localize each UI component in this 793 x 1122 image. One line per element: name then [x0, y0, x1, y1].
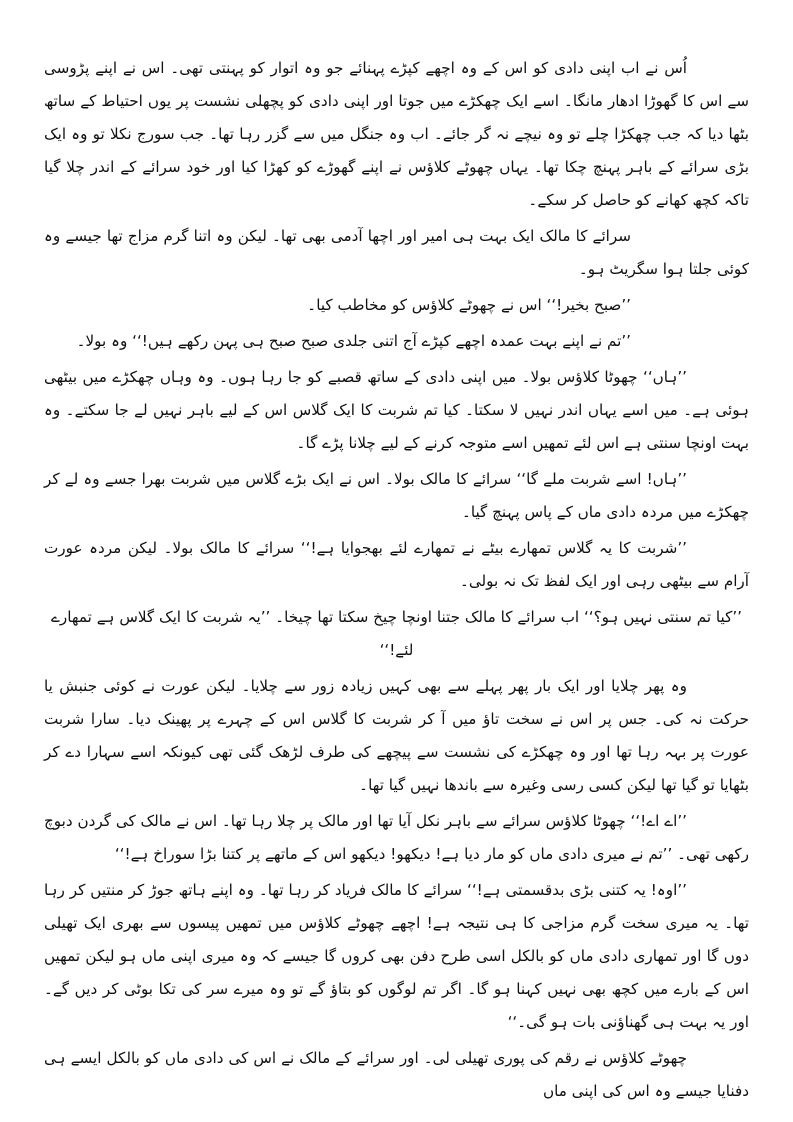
paragraph-11: ’’اوہ! یہ کتنی بڑی بدقسمتی ہے!‘‘ سرائے کا مالک فریاد کر رہا تھا۔ وہ اپنے ہاتھ جوڑ کر منتیں کر رہا تھا۔ یہ میری سخت گرم مزاجی کا ہی نتیجہ ہے! اچھے چھوٹے کلاؤس میں تمھیں پیسوں سے بھری ایک تھیلی دوں گا اور تمھاری دادی ماں کو بالکل اسی طرح دفن بھی کروں گا جیسے کہ وہ میری اپنی ماں ہو لیکن تمھیں اس کے بارے میں کچھ بھی نہیں کہنا ہو گا۔ اگر تم لوگوں کو بتاؤ گے تو وہ میرے سر کی تکا بوٹی کر دیں گے۔ اور یہ بہت ہی گھناؤنی بات ہو گی۔‘‘ — [44, 881, 749, 1031]
paragraph-6: ’’ہاں! اسے شربت ملے گا‘‘ سرائے کا مالک بولا۔ اس نے ایک بڑے گلاس میں شربت بھرا جسے وہ لے کر چھکڑے میں مردہ دادی ماں کے پاس پہنچ گیا۔ — [44, 470, 749, 521]
paragraph-9: وہ پھر چلایا اور ایک بار پھر پہلے سے بھی کہیں زیادہ زور سے چلایا۔ لیکن عورت نے کوئی جنبش یا حرکت نہ کی۔ جس پر اس نے سخت تاؤ میں آ کر شربت کا گلاس اس کے چہرے پر پھینک دیا۔ سارا شربت عورت پر بہہ رہا تھا اور وہ چھکڑے کی نشست سے پیچھے کی طرف لڑھک گئی تھی کیونکہ اسے سہارا دے کر بٹھایا تو گیا تھا لیکن کسی رسی وغیرہ سے باندھا نہیں گیا تھا۔ — [44, 677, 749, 794]
document-page — [44, 52, 749, 1111]
paragraph-4: ’’تم نے اپنے بہت عمدہ اچھے کپڑے آج اتنی جلدی صبح صبح ہی پہن رکھے ہیں!‘‘ وہ بولا۔ — [76, 332, 631, 350]
paragraph-12: چھوٹے کلاؤس نے رقم کی پوری تھیلی لی۔ اور سرائے کے مالک نے اس کی دادی ماں کو بالکل ایسے ہی دفنایا جیسے وہ اس کی اپنی ماں — [44, 1049, 749, 1100]
paragraph-10: ’’اے اے!‘‘ چھوٹا کلاؤس سرائے سے باہر نکل آیا تھا اور مالک پر چلا رہا تھا۔ اس نے مالک کی گردن دبوچ رکھی تھی۔ ’’تم نے میری دادی ماں کو مار دیا ہے! دیکھو! دیکھو اس کے ماتھے پر کتنا بڑا سوراخ ہے!‘‘ — [44, 812, 749, 863]
paragraph-1: اُس نے اب اپنی دادی کو اس کے وہ اچھے کپڑے پہنائے جو وہ اتوار کو پہنتی تھی۔ اس نے اپنے پڑوسی سے اس کا گھوڑا ادھار مانگا۔ اسے ایک چھکڑے میں جوتا اور اپنی دادی کو پچھلی نشست پر یوں احتیاط کے ساتھ بٹھا دیا کہ جب چھکڑا چلے تو وہ نیچے نہ گر جائے۔ اب وہ جنگل میں سے گزر رہا تھا۔ جب سورج نکلا تو وہ ایک بڑی سرائے کے باہر پہنچ چکا تھا۔ یہاں چھوٹے کلاؤس نے اپنے گھوڑے کو کھڑا کیا اور خود سرائے کے اندر چلا گیا تاکہ کچھ کھانے کو حاصل کر سکے۔ — [44, 59, 749, 209]
paragraph-2: سرائے کا مالک ایک بہت ہی امیر اور اچھا آدمی بھی تھا۔ لیکن وہ اتنا گرم مزاج تھا جیسے وہ کوئی جلتا ہوا سگریٹ ہو۔ — [44, 227, 749, 278]
paragraph-5: ’’ہاں‘‘ چھوٹا کلاؤس بولا۔ میں اپنی دادی کے ساتھ قصبے کو جا رہا ہوں۔ وہ وہاں چھکڑے میں بیٹھی ہوئی ہے۔ میں اسے یہاں اندر نہیں لا سکتا۔ کیا تم شربت کا ایک گلاس اس کے لیے باہر نہیں لے جا سکتے۔ وہ بہت اونچا سنتی ہے اس لئے تمھیں اسے متوجہ کرنے کے لیے چلانا پڑے گا۔ — [44, 368, 749, 452]
paragraph-8: ’’کیا تم سنتی نہیں ہو؟‘‘ اب سرائے کا مالک جتنا اونچا چیخ سکتا تھا چیخا۔ ’’یہ شربت کا ایک گلاس ہے تمھارے لئے!‘‘ — [51, 608, 742, 659]
paragraph-7: ’’شربت کا یہ گلاس تمھارے بیٹے نے تمھارے لئے بھجوایا ہے!‘‘ سرائے کا مالک بولا۔ لیکن مردہ عورت آرام سے بیٹھی رہی اور ایک لفظ تک نہ بولی۔ — [44, 539, 749, 590]
paragraph-3: ’’صبح بخیر!‘‘ اس نے چھوٹے کلاؤس کو مخاطب کیا۔ — [307, 296, 631, 314]
